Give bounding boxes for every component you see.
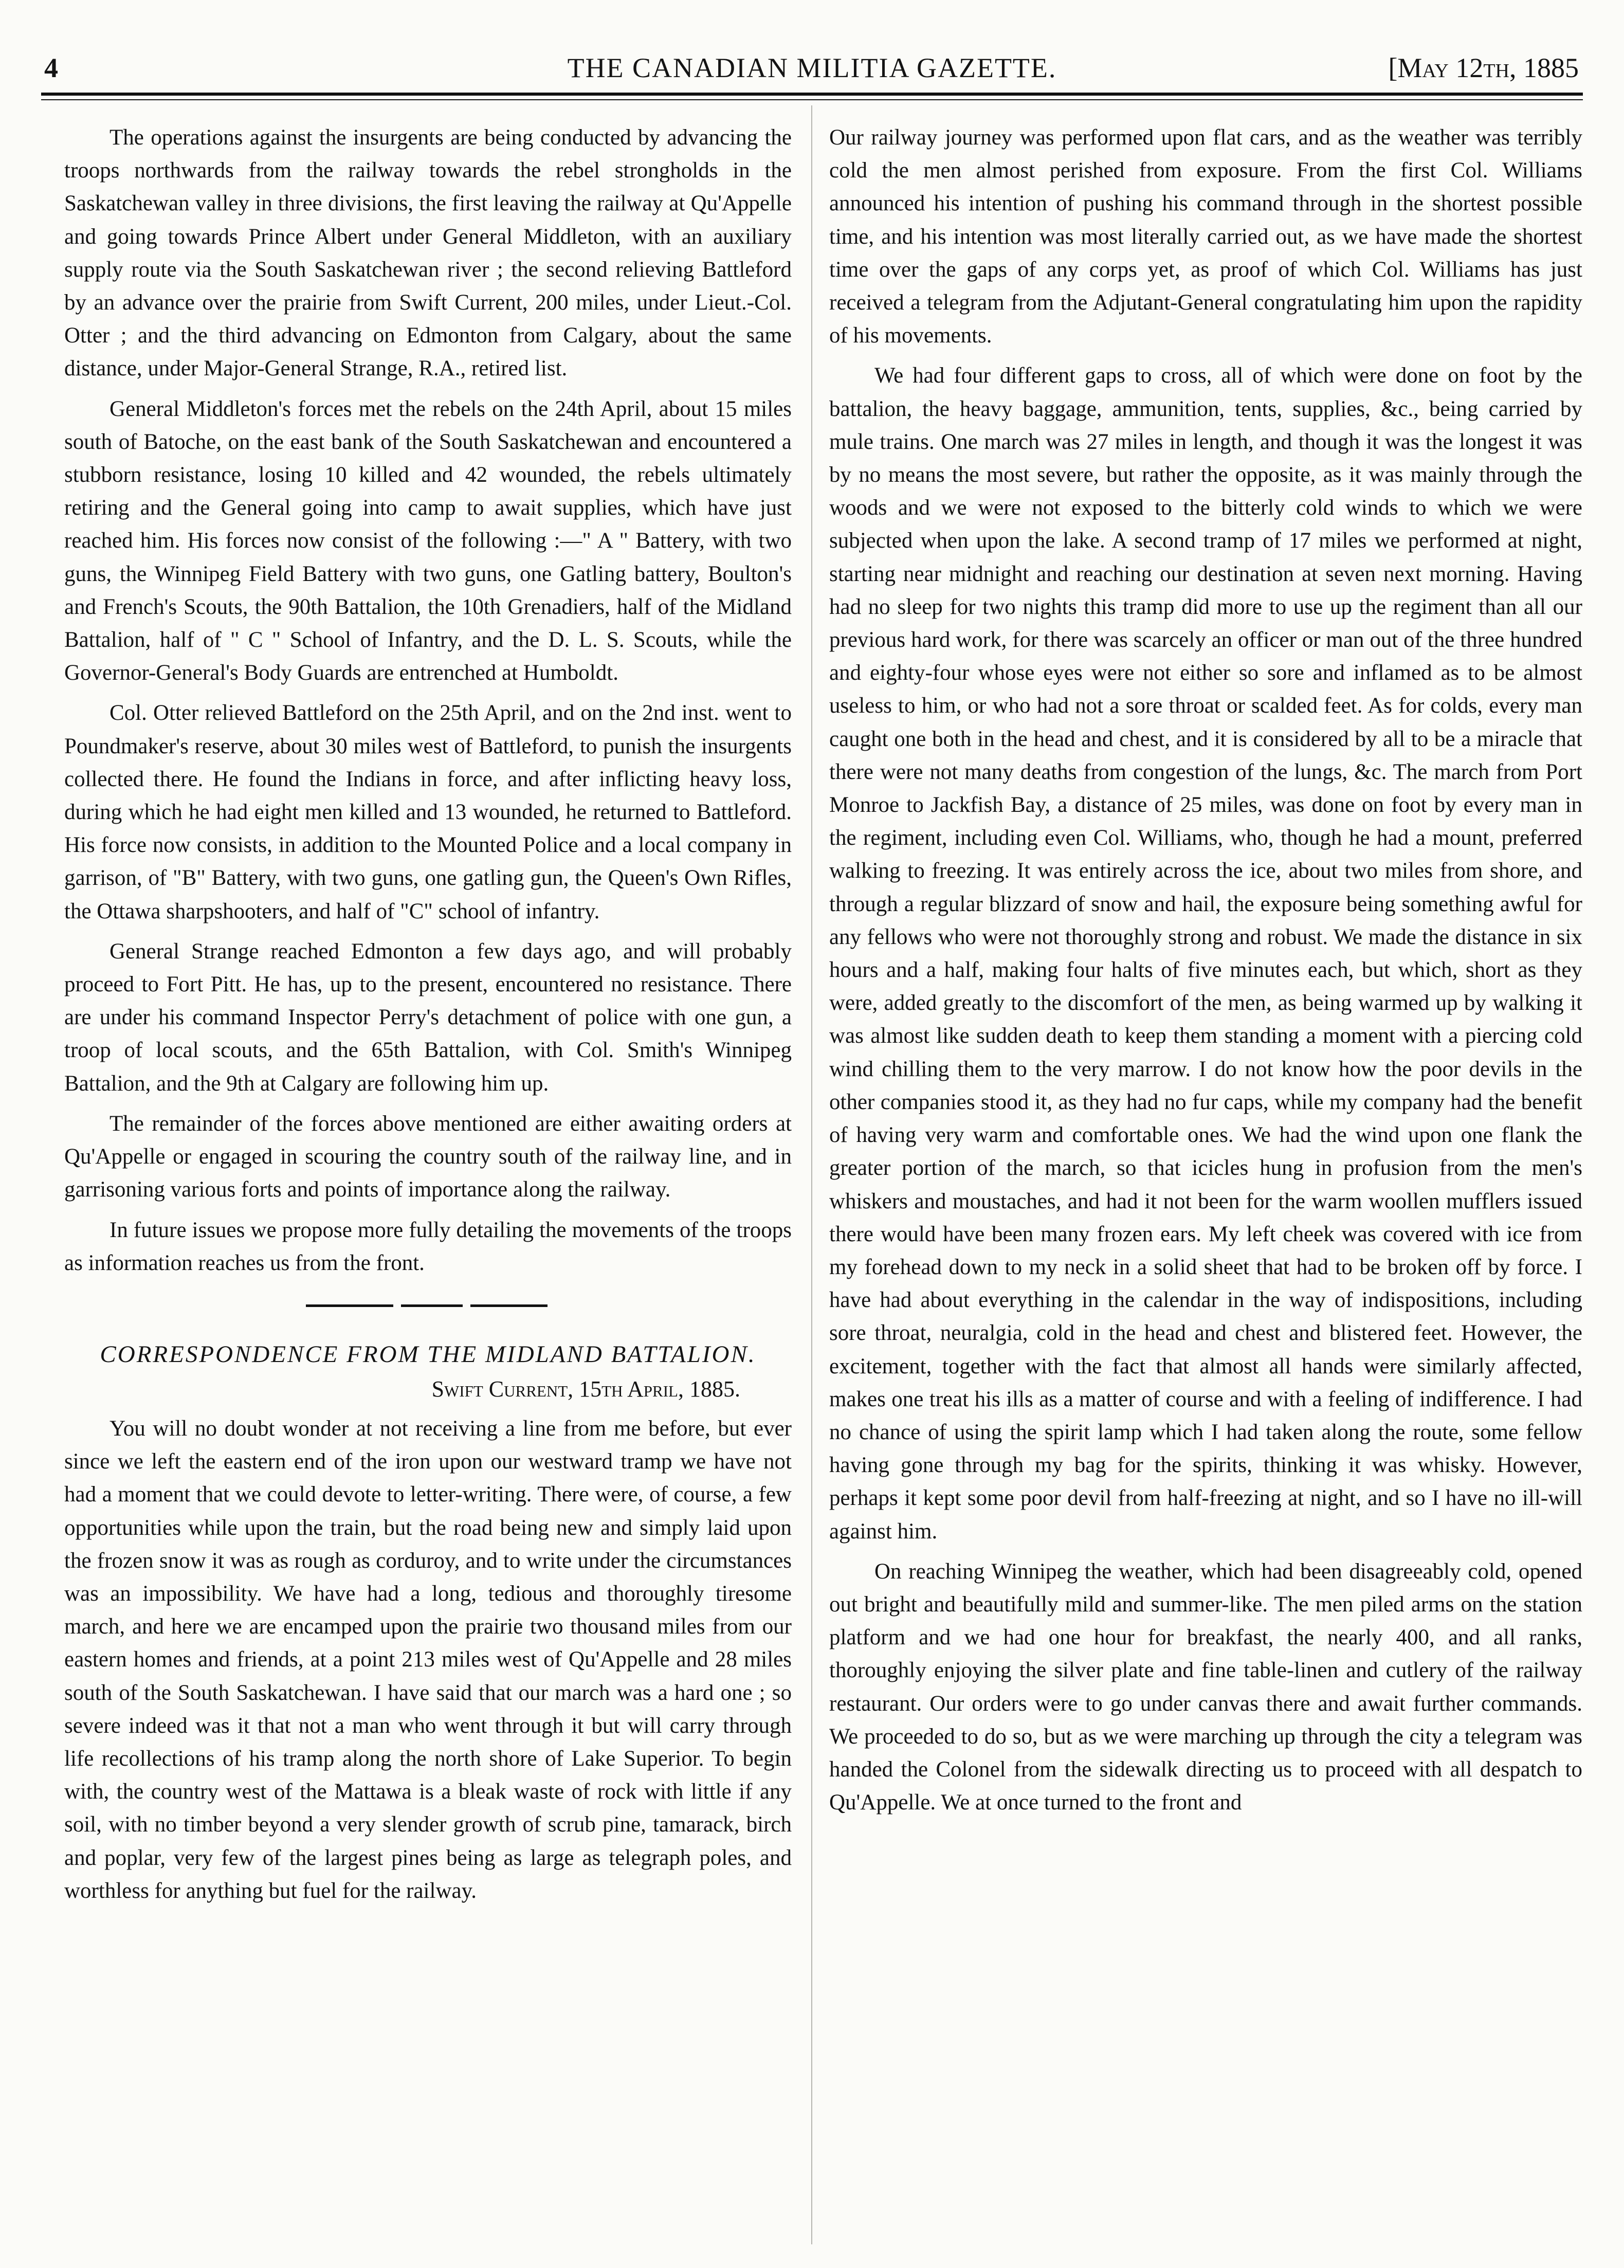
article-paragraph: Col. Otter relieved Battleford on the 25th April, and on the 2nd inst. went to Poundmaker's reserve, about 30 miles west of Battleford, to punish the insurgents collected there. He found the Indians in force, and after inflicting heavy loss, during which he had eight men killed and 13 wounded, he returned to Battleford. His force now consists, in addition to the Mounted Police and a local company in garrison, of "B" Battery, with two guns, one gatling gun, the Queen's Own Rifles, the Ottawa sharpshooters, and half of "C" school of infantry. xyxy=(64,701,792,923)
letter-paragraph: Our railway journey was performed upon flat cars, and as the weather was terribly cold the men almost perished from exposure. From the first Col. Williams announced his intention of pushing his command through in the shortest possible time, and his intention was most literally carried out, as we have made the shortest time over the gaps of any corps yet, as proof of which Col. Williams has just received a telegram from the Adjutant-General congratulating him upon the rapidity of his movements. xyxy=(829,125,1582,348)
letter-paragraph: On reaching Winnipeg the weather, which had been disagreeably cold, opened out bright and beautifully mild and summer-like. The men piled arms on the station platform and we had one hour for breakfast, the nearly 400, and all ranks, thoroughly enjoying the silver plate and fine table-linen and cutlery of the railway restaurant. Our orders were to go under canvas there and await further commands. We proceeded to do so, but as we were marching up through the city a telegram was handed the Colonel from the sidewalk directing us to proceed with all despatch to Qu'Appelle. We at once turned to the front and xyxy=(829,1559,1582,1815)
letter-paragraph: You will no doubt wonder at not receiving a line from me before, but ever since we left the eastern end of the iron upon our westward tramp we have not had a moment that we could devote to letter-writing. There were, of course, a few opportunities while upon the train, but the road being new and simply laid upon the frozen snow it was as rough as corduroy, and to write under the circumstances was an impossibility. We have had a long, tedious and thoroughly tiresome march, and here we are encamped upon the prairie two thousand miles from our eastern homes and friends, at a point 213 miles west of Qu'Appelle and 28 miles south of the South Saskatchewan. I have said that our march was a hard one ; so severe indeed was it that not a man who went through it but will carry through life recollections of his tramp along the north shore of Lake Superior. To begin with, the country west of the Mattawa is a bleak waste of rock with little if any soil, with no timber beyond a very slender growth of scrub pine, tamarack, birch and poplar, very few of the largest pines being as large as telegraph poles, and worthless for anything but fuel for the railway. xyxy=(64,1416,792,1903)
column-divider xyxy=(811,105,812,2244)
page-number: 4 xyxy=(44,52,58,83)
issue-date: [May 12th, 1885 xyxy=(1388,52,1579,83)
article-paragraph: General Middleton's forces met the rebels on the 24th April, about 15 miles south of Batoche, on the east bank of the South Saskatchewan and encountered a stubborn resistance, losing 10 killed and 42 wounded, the rebels ultimately retiring and the General going into camp to await supplies, which have just reached him. His forces now consist of the following :—" A " Battery, with two guns, the Winnipeg Field Battery with two guns, one Gatling battery, Boulton's and French's Scouts, the 90th Battalion, the 10th Grenadiers, half of the Midland Battalion, half of " C " School of Infantry, and the D. L. S. Scouts, while the Governor-General's Body Guards are entrenched at Humboldt. xyxy=(64,396,792,685)
page-header xyxy=(41,47,1583,88)
header-rule-thin xyxy=(41,99,1583,100)
article-paragraph: The operations against the insurgents are being conducted by advancing the troops northwards from the railway towards the rebel strongholds in the Saskatchewan valley in three divisions, the first leaving the railway at Qu'Appelle and going towards Prince Albert under General Middleton, with an auxiliary supply route via the South Saskatchewan river ; the second relieving Battleford by an advance over the prairie from Swift Current, 200 miles, under Lieut.-Col. Otter ; and the third advancing on Edmonton from Calgary, about the same distance, under Major-General Strange, R.A., retired list. xyxy=(64,125,792,381)
header-rule-thick xyxy=(41,93,1583,96)
right-column xyxy=(829,121,1582,1826)
article-paragraph: General Strange reached Edmonton a few days ago, and will probably proceed to Fort Pitt. He has, up to the present, encountered no resistance. There are under his command Inspector Perry's detachment of police with one gun, a troop of local scouts, and the 65th Battalion, with Col. Smith's Winnipeg Battalion, and the 9th at Calgary are following him up. xyxy=(64,939,792,1096)
article-paragraph: In future issues we propose more fully detailing the movements of the troops as information reaches us from the front. xyxy=(64,1218,792,1275)
dateline: Swift Current, 15th April, 1885. xyxy=(431,1376,740,1402)
masthead-title: THE CANADIAN MILITIA GAZETTE. xyxy=(567,52,1057,83)
correspondence-heading: CORRESPONDENCE FROM THE MIDLAND BATTALION. xyxy=(100,1340,756,1368)
left-column xyxy=(64,121,792,1915)
letter-paragraph: We had four different gaps to cross, all of which were done on foot by the battalion, the heavy baggage, ammunition, tents, supplies, &c., being carried by mule trains. One march was 27 miles in length, and though it was the longest it was by no means the most severe, but rather the opposite, as it was mainly through the woods and we were not exposed to the bitterly cold winds to which we were subjected when upon the lake. A second tramp of 17 miles we performed at night, starting near midnight and reaching our destination at seven next morning. Having had no sleep for two nights this tramp did more to use up the regiment than all our previous hard work, for there was scarcely an officer or man out of the three hundred and eighty-four whose eyes were not either so sore and inflamed as to be almost useless to him, or who had not a sore throat or scalded feet. As for colds, every man caught one both in the head and chest, and it is considered by all to be a miracle that there were not many deaths from congestion of the lungs, &c. The march from Port Monroe to Jackfish Bay, a distance of 25 miles, was done on foot by every man in the regiment, including even Col. Williams, who, though he had a mount, preferred walking to freezing. It was entirely across the ice, about two miles from shore, and through a regular blizzard of snow and hail, the exposure being something awful for any fellows who were not thoroughly strong and robust. We made the distance in six hours and a half, making four halts of five minutes each, but which, short as they were, added greatly to the discomfort of the men, as being warmed up by walking it was almost like sudden death to keep them standing a moment with a piercing cold wind chilling them to the very marrow. I do not know how the poor devils in the other companies stood it, as they had no fur caps, while my company had the benefit of having very warm and comfortable ones. We had the wind upon one flank the greater portion of the march, so that icicles hung in profusion from the men's whiskers and moustaches, and had it not been for the warm woollen mufflers issued there would have been many frozen ears. My left cheek was covered with ice from my forehead down to my neck in a solid sheet that had to be broken off by force. I have had about everything in the calendar in the way of indispositions, including sore throat, neuralgia, cold in the head and chest and blistered feet. However, the excitement, together with the fact that almost all hands were similarly affected, makes one treat his ills as a matter of course and with a feeling of indifference. I had no chance of using the spirit lamp which I had taken along the route, some fellow having gone through my bag for the spirits, thinking it was whisky. However, perhaps it kept some poor devil from half-freezing at night, and so I have no ill-will against him. xyxy=(829,364,1582,1544)
section-divider xyxy=(64,1289,792,1325)
article-paragraph: The remainder of the forces above mentioned are either awaiting orders at Qu'Appelle or engaged in scouring the country south of the railway line, and in garrisoning various forts and points of importance along the railway. xyxy=(64,1111,792,1202)
